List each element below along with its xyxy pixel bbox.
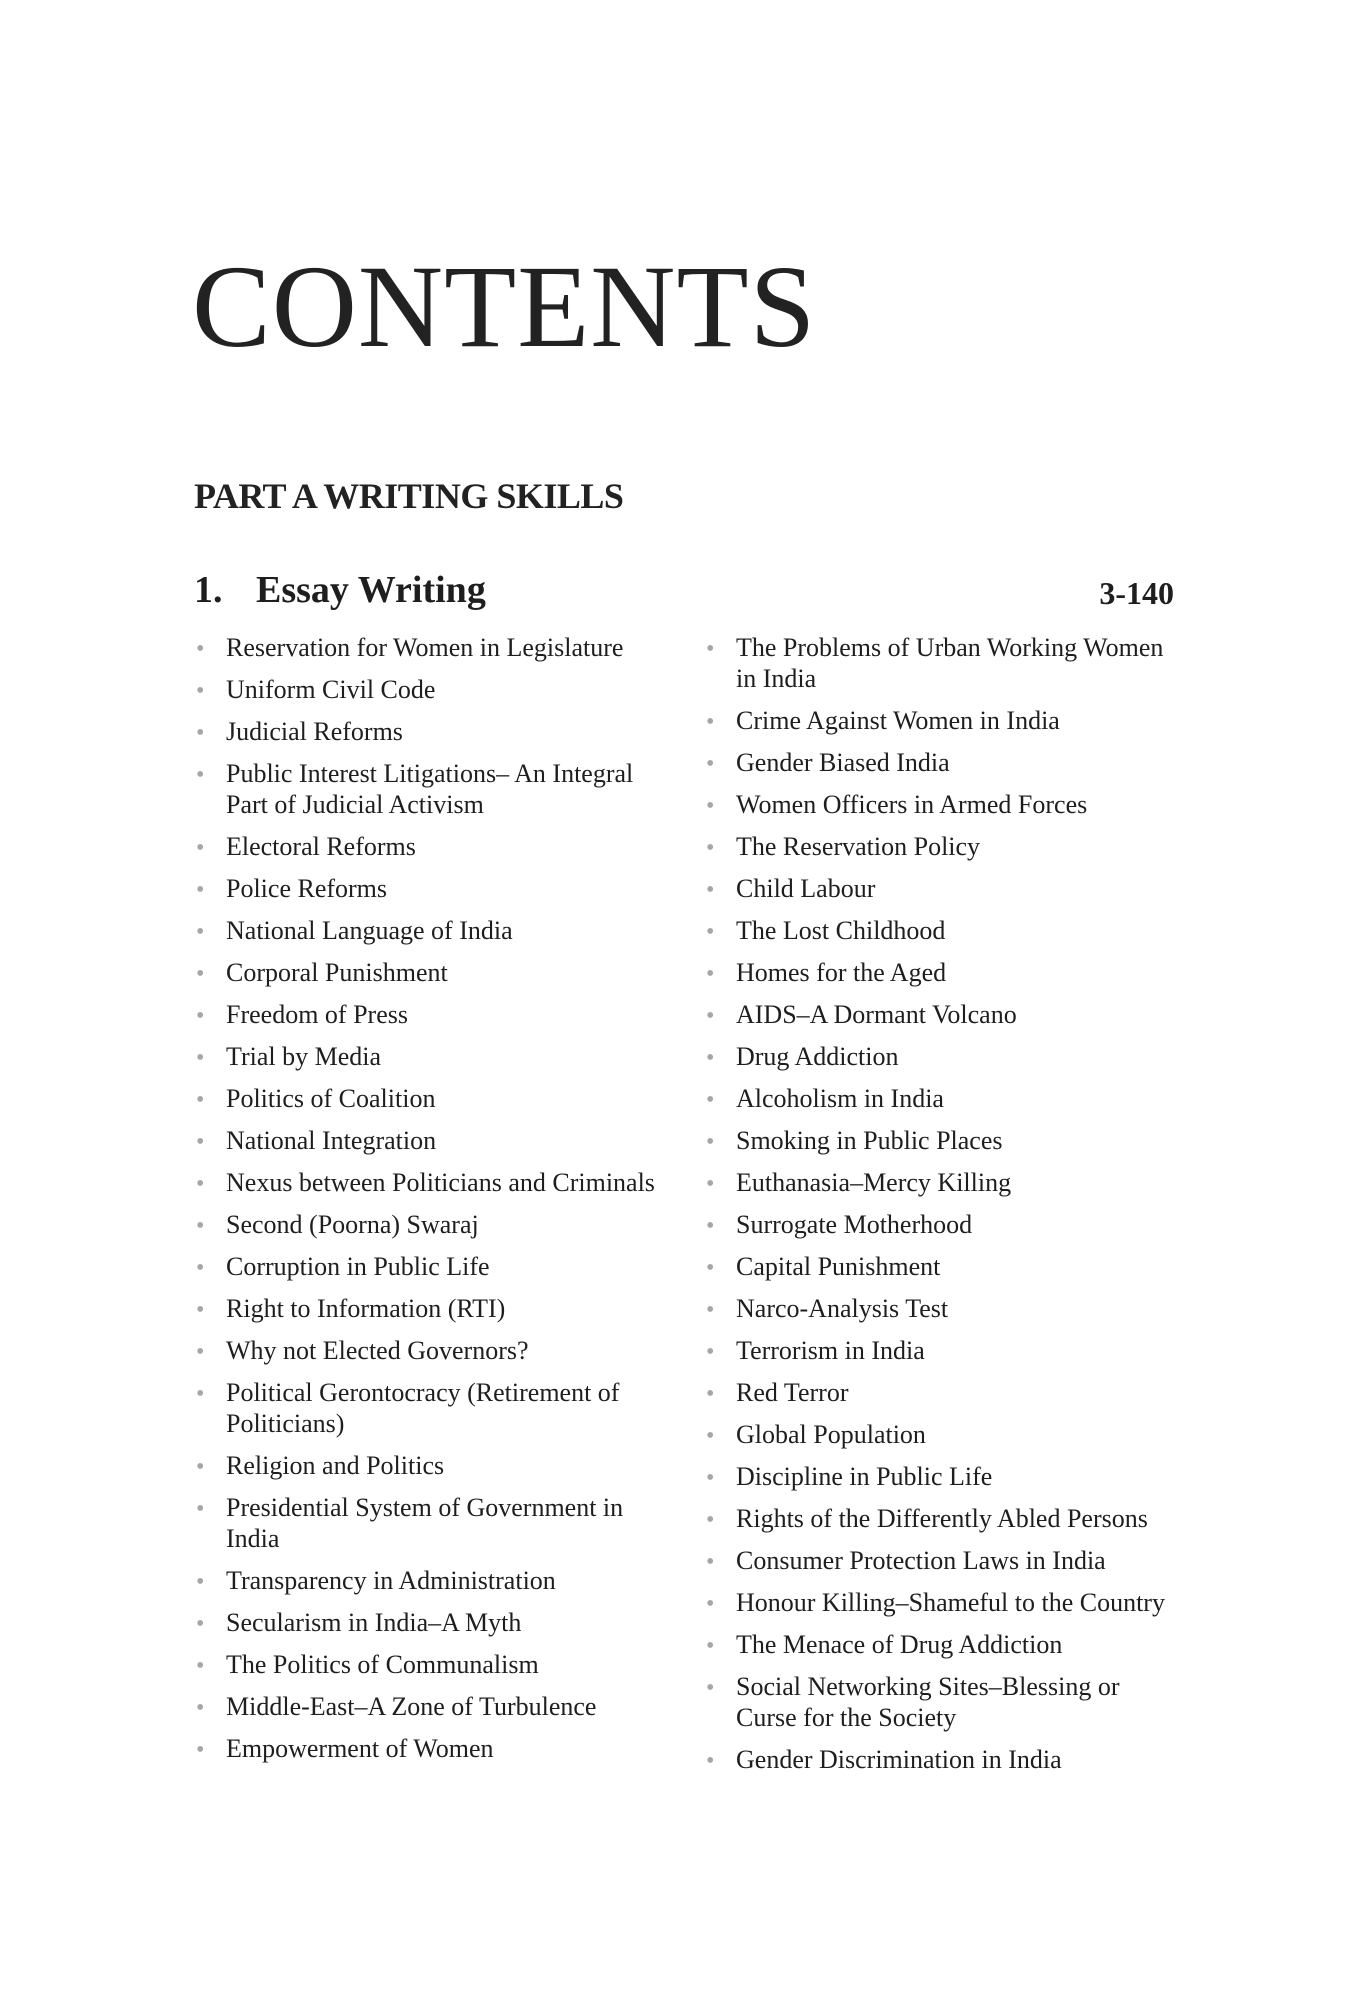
topic-title: Drug Addiction bbox=[736, 1042, 899, 1071]
list-item bbox=[196, 716, 676, 747]
list-item bbox=[196, 999, 676, 1030]
topic-title: Nexus between Politicians and Criminals bbox=[226, 1168, 655, 1197]
list-item bbox=[706, 1629, 1186, 1660]
bullet-icon: • bbox=[196, 720, 205, 746]
bullet-icon: • bbox=[706, 1087, 715, 1113]
list-item bbox=[706, 1545, 1186, 1576]
list-item bbox=[706, 1461, 1186, 1492]
topic-title: Crime Against Women in India bbox=[736, 706, 1060, 735]
topic-title: Gender Biased India bbox=[736, 748, 950, 777]
topic-title: Secularism in India–A Myth bbox=[226, 1608, 522, 1637]
topic-title: Freedom of Press bbox=[226, 1000, 408, 1029]
topic-title: Gender Discrimination in India bbox=[736, 1745, 1062, 1774]
bullet-icon: • bbox=[196, 1129, 205, 1155]
topic-title: Homes for the Aged bbox=[736, 958, 947, 987]
list-item bbox=[706, 1335, 1186, 1366]
topic-list-left bbox=[196, 632, 676, 1775]
bullet-icon: • bbox=[196, 961, 205, 987]
bullet-icon: • bbox=[196, 1213, 205, 1239]
bullet-icon: • bbox=[196, 1171, 205, 1197]
part-heading: PART A WRITING SKILLS bbox=[194, 476, 624, 516]
list-item bbox=[196, 1293, 676, 1324]
list-item bbox=[196, 1041, 676, 1072]
topic-title: Capital Punishment bbox=[736, 1252, 941, 1281]
bullet-icon: • bbox=[706, 1129, 715, 1155]
bullet-icon: • bbox=[706, 1003, 715, 1029]
bullet-icon: • bbox=[706, 793, 715, 819]
topic-title: Right to Information (RTI) bbox=[226, 1294, 506, 1323]
bullet-icon: • bbox=[706, 961, 715, 987]
bullet-icon: • bbox=[706, 1507, 715, 1533]
topic-title: Presidential System of Government in India bbox=[226, 1493, 624, 1553]
bullet-icon: • bbox=[706, 1255, 715, 1281]
topic-title: Politics of Coalition bbox=[226, 1084, 436, 1113]
list-item bbox=[196, 831, 676, 862]
topic-title: The Menace of Drug Addiction bbox=[736, 1630, 1063, 1659]
bullet-icon: • bbox=[196, 1087, 205, 1113]
list-item bbox=[196, 1125, 676, 1156]
bullet-icon: • bbox=[706, 919, 715, 945]
list-item bbox=[706, 747, 1186, 778]
topic-title: Why not Elected Governors? bbox=[226, 1336, 529, 1365]
list-item bbox=[196, 1335, 676, 1366]
topic-title: Terrorism in India bbox=[736, 1336, 925, 1365]
topic-title: Consumer Protection Laws in India bbox=[736, 1546, 1106, 1575]
bullet-icon: • bbox=[706, 1633, 715, 1659]
topic-title: Child Labour bbox=[736, 874, 876, 903]
topic-title: Alcoholism in India bbox=[736, 1084, 944, 1113]
topic-title: The Politics of Communalism bbox=[226, 1650, 539, 1679]
topic-title: Rights of the Differently Abled Persons bbox=[736, 1504, 1148, 1533]
list-item bbox=[196, 1167, 676, 1198]
list-item bbox=[706, 831, 1186, 862]
chapter-page-range: 3-140 bbox=[1099, 575, 1174, 611]
bullet-icon: • bbox=[196, 636, 205, 662]
bullet-icon: • bbox=[706, 1297, 715, 1323]
list-item bbox=[196, 915, 676, 946]
topic-title: Smoking in Public Places bbox=[736, 1126, 1003, 1155]
topic-title: Religion and Politics bbox=[226, 1451, 445, 1480]
bullet-icon: • bbox=[706, 1213, 715, 1239]
list-item bbox=[196, 1492, 676, 1554]
chapter-heading-row bbox=[194, 570, 1184, 618]
list-item bbox=[706, 999, 1186, 1030]
list-item bbox=[706, 1125, 1186, 1156]
list-item bbox=[706, 1587, 1186, 1618]
list-item bbox=[196, 957, 676, 988]
list-item bbox=[196, 1377, 676, 1439]
bullet-icon: • bbox=[196, 1381, 205, 1407]
bullet-icon: • bbox=[706, 1465, 715, 1491]
bullet-icon: • bbox=[196, 1569, 205, 1595]
topic-title: Empowerment of Women bbox=[226, 1734, 494, 1763]
bullet-icon: • bbox=[706, 709, 715, 735]
topic-title: Discipline in Public Life bbox=[736, 1462, 993, 1491]
topic-title: Uniform Civil Code bbox=[226, 675, 436, 704]
topic-title: The Problems of Urban Working Women in India bbox=[736, 633, 1164, 693]
list-item bbox=[196, 1209, 676, 1240]
topic-title: Women Officers in Armed Forces bbox=[736, 790, 1088, 819]
list-item bbox=[706, 1251, 1186, 1282]
topic-title: Second (Poorna) Swaraj bbox=[226, 1210, 479, 1239]
bullet-icon: • bbox=[706, 1171, 715, 1197]
bullet-icon: • bbox=[196, 1653, 205, 1679]
bullet-icon: • bbox=[706, 877, 715, 903]
topic-title: Social Networking Sites–Blessing or Curse for the Society bbox=[736, 1672, 1120, 1732]
list-item bbox=[196, 1607, 676, 1638]
bullet-icon: • bbox=[196, 1003, 205, 1029]
list-item bbox=[196, 1251, 676, 1282]
list-item bbox=[196, 1565, 676, 1596]
list-item bbox=[706, 789, 1186, 820]
list-item bbox=[196, 1691, 676, 1722]
topic-title: Electoral Reforms bbox=[226, 832, 416, 861]
list-item bbox=[706, 1041, 1186, 1072]
bullet-icon: • bbox=[706, 1045, 715, 1071]
list-item bbox=[706, 1671, 1186, 1733]
topic-list-right bbox=[706, 632, 1186, 1786]
bullet-icon: • bbox=[196, 1339, 205, 1365]
topic-title: The Reservation Policy bbox=[736, 832, 981, 861]
topic-title: Red Terror bbox=[736, 1378, 849, 1407]
bullet-icon: • bbox=[706, 835, 715, 861]
topic-title: Euthanasia–Mercy Killing bbox=[736, 1168, 1012, 1197]
bullet-icon: • bbox=[196, 1695, 205, 1721]
topic-title: Political Gerontocracy (Retirement of Politicians) bbox=[226, 1378, 620, 1438]
list-item bbox=[706, 1377, 1186, 1408]
bullet-icon: • bbox=[196, 1496, 205, 1522]
topic-title: AIDS–A Dormant Volcano bbox=[736, 1000, 1017, 1029]
list-item bbox=[196, 1450, 676, 1481]
bullet-icon: • bbox=[196, 1297, 205, 1323]
topic-title: Middle-East–A Zone of Turbulence bbox=[226, 1692, 597, 1721]
page-title: CONTENTS bbox=[192, 241, 817, 372]
list-item bbox=[196, 1733, 676, 1764]
list-item bbox=[706, 957, 1186, 988]
list-item bbox=[706, 1293, 1186, 1324]
list-item bbox=[196, 1649, 676, 1680]
bullet-icon: • bbox=[706, 1549, 715, 1575]
list-item bbox=[706, 1209, 1186, 1240]
bullet-icon: • bbox=[196, 1611, 205, 1637]
list-item bbox=[706, 1083, 1186, 1114]
topic-title: Trial by Media bbox=[226, 1042, 382, 1071]
list-item bbox=[706, 632, 1186, 694]
bullet-icon: • bbox=[196, 877, 205, 903]
bullet-icon: • bbox=[706, 636, 715, 662]
topic-title: Corporal Punishment bbox=[226, 958, 448, 987]
topic-title: Transparency in Administration bbox=[226, 1566, 556, 1595]
list-item bbox=[196, 632, 676, 663]
bullet-icon: • bbox=[706, 1381, 715, 1407]
topic-title: Reservation for Women in Legislature bbox=[226, 633, 624, 662]
bullet-icon: • bbox=[706, 751, 715, 777]
list-item bbox=[196, 674, 676, 705]
bullet-icon: • bbox=[706, 1339, 715, 1365]
bullet-icon: • bbox=[196, 762, 205, 788]
list-item bbox=[706, 873, 1186, 904]
bullet-icon: • bbox=[706, 1591, 715, 1617]
bullet-icon: • bbox=[196, 835, 205, 861]
topic-title: Corruption in Public Life bbox=[226, 1252, 490, 1281]
topic-title: Narco-Analysis Test bbox=[736, 1294, 949, 1323]
list-item bbox=[706, 1167, 1186, 1198]
list-item bbox=[706, 705, 1186, 736]
bullet-icon: • bbox=[196, 919, 205, 945]
list-item bbox=[196, 1083, 676, 1114]
topic-title: National Language of India bbox=[226, 916, 513, 945]
topic-title: The Lost Childhood bbox=[736, 916, 946, 945]
bullet-icon: • bbox=[706, 1748, 715, 1774]
list-item bbox=[706, 915, 1186, 946]
chapter-title: Essay Writing bbox=[256, 569, 486, 611]
bullet-icon: • bbox=[196, 1737, 205, 1763]
list-item bbox=[706, 1503, 1186, 1534]
list-item bbox=[196, 758, 676, 820]
bullet-icon: • bbox=[196, 1255, 205, 1281]
list-item bbox=[706, 1744, 1186, 1775]
topic-title: Surrogate Motherhood bbox=[736, 1210, 973, 1239]
bullet-icon: • bbox=[196, 678, 205, 704]
bullet-icon: • bbox=[706, 1423, 715, 1449]
bullet-icon: • bbox=[196, 1454, 205, 1480]
bullet-icon: • bbox=[706, 1675, 715, 1701]
list-item bbox=[196, 873, 676, 904]
topic-title: Honour Killing–Shameful to the Country bbox=[736, 1588, 1165, 1617]
chapter-number: 1. bbox=[194, 569, 223, 611]
topic-title: Police Reforms bbox=[226, 874, 388, 903]
topic-title: Public Interest Litigations– An Integral Part of Judicial Activism bbox=[226, 759, 634, 819]
list-item bbox=[706, 1419, 1186, 1450]
topic-title: National Integration bbox=[226, 1126, 437, 1155]
topic-title: Judicial Reforms bbox=[226, 717, 403, 746]
bullet-icon: • bbox=[196, 1045, 205, 1071]
topic-title: Global Population bbox=[736, 1420, 926, 1449]
